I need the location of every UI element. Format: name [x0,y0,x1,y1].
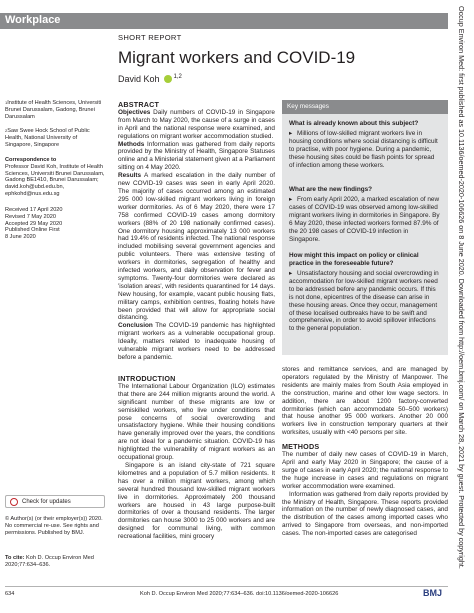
key-answer-2: ▸ From early April 2020, a marked escalation of new cases of COVID-19 was observed among low-skilled migrant workers living in dormitories in Singapore. By 6 May 2020, these infected workers formed 87.9% of the 20 198 cases of COVID-19 infection in Singapore. [289,196,440,243]
introduction-paragraph-2: Singapore is an island city-state of 721 square kilometres and a population of 5.7 million residents. It has over a million migrant workers, among which several hundred thousand low-skilled migrant workers live in dormitories. Approximately 200 thousand workers are housed in 43 large purpose-built dormitories of over a thousand residents. The larger dormitories can house 3000 to 25 000 workers and are designed for communal living, with common recreational facilities, mini grocery [118,461,275,541]
key-messages-header [282,100,448,114]
abstract-conclusion: Conclusion The COVID-19 pandemic has highlighted migrant workers as a vulnerable occupational group. Ideally, matters related to inadequate housing of vulnerable migrant workers need to be addressed before a pandemic. [118,322,275,361]
footer-rule [5,586,448,587]
affiliation-1-text: Institute of Health Sciences, Universiti Brunei Darussalam, Gadong, Brunei Darussalam [5,100,102,120]
date-published-label: Published Online First [5,227,60,234]
cite-text: Koh D. Occup Environ Med 2020;77:634–636. [5,555,94,568]
abstract-methods: Methods Information was gathered from daily reports provided by the Ministry of Health, Singapore Statuses online and a Ministerial statement given at a Parliament sitting on 4 May 2020. [118,140,276,172]
right-paragraph-3: Information was gathered from daily reports provided by the Ministry of Health, Singapore. These reports provided information on the number of newly diagnosed cases, and the distribution of the cases among imported cases who arrived to Singapore from overseas, and non-imported cases. The non-imported cases are categorised [282,490,448,538]
orcid-icon[interactable] [164,75,172,83]
right-paragraph-2: The number of daily new cases of COVID-19 in March, April and early May 2020 in Singapore; the cause of a surge of cases in early April 2020; the national response to the huge increase in cases and regulations on migrant worker accommodation were examined. [282,451,448,490]
correspondence-heading: Correspondence to [5,157,57,163]
copyright-note: © Author(s) (or their employer(s)) 2020. No commercial re-use. See rights and permissions. Published by BMJ. [5,516,103,536]
bullet-icon: ▸ [289,270,293,277]
abstract [118,101,275,362]
vertical-citation-text[interactable]: Occup Environ Med: first published as 10.1136/oemed-2020-106626 on 8 June 2020. Downloaded from http://oem.bmj.com/ on March 28, 2021 by guest. Protected by copyright. [457,6,466,569]
key-question-2: What are the new findings? [289,186,373,193]
bmj-logo-text: BMJ [423,588,443,598]
section-banner [0,13,448,29]
page-number: 634 [5,591,15,597]
bullet-icon: ▸ [289,130,293,137]
report-type: SHORT REPORT [118,33,182,42]
right-paragraph-1: stores and remittance services, and are managed by operators regulated by the Ministry of Manpower. The residents are mainly males from South Asia employed in the construction, marine and other low wage sectors. In addition, there are about 1200 factory-converted dormitories (which can accommodate 50–500 workers) that house another 95 000 workers. Another 20 000 workers live in construction temporary quarters at their worksites, usually with <40 persons per site. [282,366,448,437]
date-received: Received 17 April 2020 [5,207,63,213]
section-banner-label: Workplace [5,14,61,26]
abstract-heading: ABSTRACT [118,100,160,109]
abstract-results: Results A marked escalation in the daily number of new COVID-19 cases was seen in early April 2020. The majority of cases occurred among an estimated 295 000 low-skilled migrant workers living in foreign worker dormitories. As of 6 May 2020, there were 17 758 confirmed COVID-19 cases among dormitory workers (88% of 20 198 nationally confirmed cases). One dormitory housing approximately 13 000 workers had 19.4% of residents infected. The national response included mobilising several government agencies and public volunteers. There was extensive testing of workers in dormitories, segregation of healthy and infected workers, and daily observation for fever and symptoms. Twenty-four dormitories were declared as 'isolation areas', with residents quarantined for 14 days. New housing, for example, vacant public housing flats, military camps, exhibition centres, floating hotels have been provided that will allow for appropriate social distancing. [118,172,275,322]
cite-block [5,555,105,569]
check-for-updates-label: Check for updates [22,499,71,505]
affiliation-2-text: Saw Swee Hock School of Public Health, National University of Singapore, Singapore [5,128,90,148]
bmj-logo [421,586,448,602]
methods-heading: METHODS [282,442,320,452]
article-title: Migrant workers and COVID-19 [118,48,356,67]
key-question-3: How might this impact on policy or clinical practice in the foreseeable future? [289,252,419,267]
key-messages-heading: Key messages [287,103,329,110]
key-question-1: What is already known about this subject? [289,120,419,127]
key-answer-3: ▸ Unsatisfactory housing and social overcrowding in accommodation for low-skilled migrant workers need to be addressed before any pandemic occurs. If this is not done, epicentres of the disease can arise in these housing areas. Once they occur, management of these localised outbreaks have to be swift and comprehensive, in order to avoid spillover infections to the general population. [289,270,439,333]
right-column-text [282,366,448,538]
affiliation-2: $^2$Saw Swee Hock School of Public Health, National University of Singapore, Singapore [5,128,90,148]
author-name[interactable]: David Koh [118,74,160,84]
introduction-paragraph-1: The International Labour Organization (ILO) estimates that there are 244 million migrants around the world. A significant number of these migrants are low or semiskilled workers, who live under conditions that pose concerns of social overcrowding and unsatisfactory hygiene. While their housing conditions have generally improved over the years, the conditions are not ideal for a pandemic situation. COVID-19 has highlighted the vulnerability of migrant workers as an occupational group. [118,382,275,462]
author-line [118,74,182,84]
date-accepted: Accepted 29 May 2020 [5,220,63,227]
cite-label: To cite: [5,555,25,561]
affiliation-1: $^1$Institute of Health Sciences, Universiti Brunei Darussalam, Gadong, Brunei Darussalam [5,100,102,120]
introduction-heading: INTRODUCTION [118,374,176,383]
key-messages-box [282,100,448,355]
abstract-objectives: Objectives Daily numbers of COVID-19 in Singapore from March to May 2020, the cause of a surge in cases in April and the national response were examined, and regulations on migrant worker accommodation studied. [118,108,275,140]
date-revised: Revised 7 May 2020 [5,213,56,220]
footer-citation: Koh D. Occup Environ Med 2020;77:634–636. doi:10.1136/oemed-2020-106626 [140,591,339,597]
article-dates [5,207,105,241]
correspondence-block [5,157,105,198]
bullet-icon: ▸ [289,196,293,203]
introduction [118,375,275,541]
correspondence-body[interactable]: Professor David Koh, Institute of Health Sciences, Universiti Brunei Darussalam, Gadong BE1410, Brunei Darussalam; david.koh@ubd.edu.bn, ephkohd@nus.edu.sg [5,163,105,197]
date-published: 8 June 2020 [5,234,36,241]
key-answer-1: ▸ Millions of low-skilled migrant workers live in housing conditions where social distancing is difficult to practise, with poor hygiene. During a pandemic, these housing sites could be flash points for spread of infection among these workers. [289,130,438,169]
check-updates-icon [10,498,18,506]
author-affiliation-marks: 1,2 [173,74,182,80]
vertical-citation-strip [452,6,470,606]
check-for-updates-button[interactable] [5,495,105,508]
